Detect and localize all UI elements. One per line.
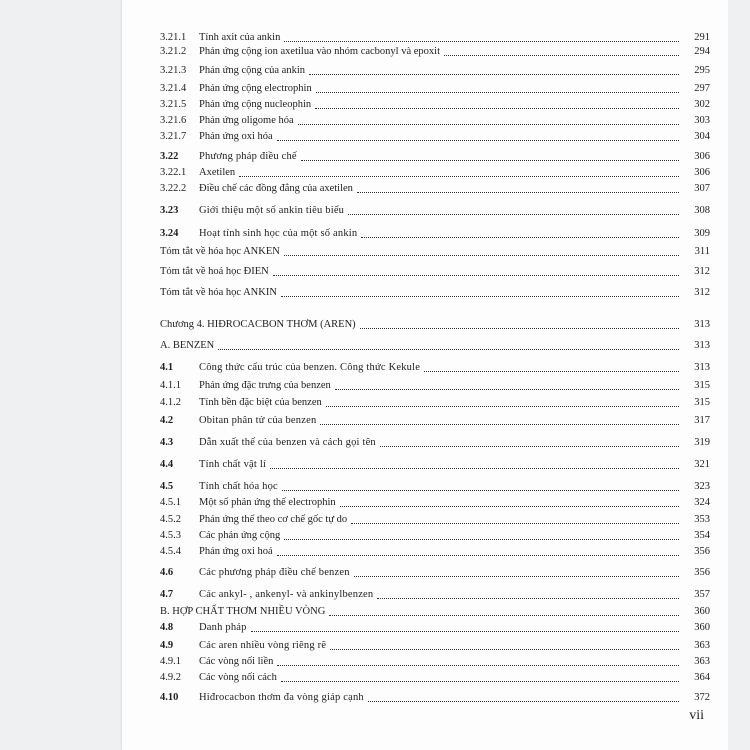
toc-entry-title: Phản ứng cộng electrophin: [199, 83, 312, 94]
toc-entry-number: 3.21.6: [160, 115, 187, 126]
toc-entry-page-number: 312: [694, 266, 710, 277]
toc-entry[interactable]: [122, 228, 728, 240]
toc-entry-number: 4.5.3: [160, 530, 181, 541]
toc-entry-page-number: 323: [694, 481, 710, 492]
toc-entry-title: Một số phản ứng thế electrophin: [199, 497, 336, 508]
dot-leader: [357, 192, 679, 193]
toc-entry-number: 3.22.2: [160, 183, 187, 194]
toc-entry-number: 3.21.2: [160, 46, 187, 57]
toc-entry[interactable]: [122, 672, 728, 684]
toc-entry-number: 4.7: [160, 589, 174, 600]
dot-leader: [329, 615, 679, 616]
toc-entry-title: Phản ứng đặc trưng của benzen: [199, 380, 331, 391]
dot-leader: [239, 176, 679, 177]
toc-entry-number: 4.3: [160, 437, 174, 448]
toc-entry[interactable]: [122, 622, 728, 634]
toc-entry-number: 4.6: [160, 567, 174, 578]
toc-entry-number: 4.1.1: [160, 380, 181, 391]
dot-leader: [380, 446, 679, 447]
toc-entry[interactable]: [122, 692, 728, 704]
toc-entry[interactable]: [122, 589, 728, 601]
dot-leader: [277, 555, 679, 556]
toc-entry-page-number: 364: [694, 672, 710, 683]
toc-entry-page-number: 321: [694, 459, 710, 470]
toc-entry-title: Phản ứng oxi hóa: [199, 131, 273, 142]
toc-entry-page-number: 294: [694, 46, 710, 57]
toc-entry-number: 4.9: [160, 640, 174, 651]
toc-entry-title: Axetilen: [199, 167, 236, 178]
toc-entry[interactable]: [122, 437, 728, 449]
dot-leader: [444, 55, 679, 56]
dot-leader: [277, 665, 679, 666]
toc-entry[interactable]: [122, 481, 728, 493]
toc-entry-page-number: 363: [694, 656, 710, 667]
toc-entry-page-number: 309: [694, 228, 710, 239]
toc-entry[interactable]: [122, 151, 728, 163]
toc-entry-title: Hoạt tính sinh học của một số ankin: [199, 228, 358, 239]
toc-entry-page-number: 291: [694, 32, 710, 43]
toc-entry[interactable]: [122, 205, 728, 217]
toc-entry-title: B. HỢP CHẤT THƠM NHIỀU VÒNG: [160, 606, 326, 617]
toc-entry[interactable]: [122, 640, 728, 652]
toc-entry[interactable]: [122, 319, 728, 331]
toc-entry-page-number: 303: [694, 115, 710, 126]
toc-entry-page-number: 317: [694, 415, 710, 426]
toc-entry-number: 4.2: [160, 415, 174, 426]
toc-entry-number: 3.21.4: [160, 83, 187, 94]
toc-entry-title: Tóm tắt về hóa học ANKEN: [160, 246, 280, 257]
toc-entry-title: Phản ứng oxi hoá: [199, 546, 273, 557]
toc-entry-page-number: 313: [694, 340, 710, 351]
toc-entry-title: Danh pháp: [199, 622, 247, 633]
toc-entry-title: Tóm tắt về hóa học ANKIN: [160, 287, 277, 298]
toc-entry-page-number: 308: [694, 205, 710, 216]
toc-entry[interactable]: [122, 459, 728, 471]
toc-entry-page-number: 354: [694, 530, 710, 541]
toc-entry-title: A. BENZEN: [160, 340, 215, 351]
toc-entry-title: Tính bền đặc biệt của benzen: [199, 397, 322, 408]
toc-entry-page-number: 302: [694, 99, 710, 110]
toc-entry-number: 4.4: [160, 459, 174, 470]
toc-entry-number: 4.9.1: [160, 656, 181, 667]
toc-entry-page-number: 360: [694, 606, 710, 617]
toc-entry[interactable]: [122, 167, 728, 179]
toc-entry-page-number: 306: [694, 151, 710, 162]
book-page: [122, 0, 728, 750]
dot-leader: [218, 349, 679, 350]
toc-entry-page-number: 313: [694, 362, 710, 373]
toc-entry-page-number: 315: [694, 397, 710, 408]
toc-entry-page-number: 304: [694, 131, 710, 142]
toc-entry-title: Các vòng nối liền: [199, 656, 274, 667]
toc-entry-page-number: 313: [694, 319, 710, 330]
toc-entry-page-number: 311: [694, 246, 710, 257]
toc-entry-title: Các aren nhiều vòng riêng rẽ: [199, 640, 327, 651]
dot-leader: [281, 296, 679, 297]
toc-entry[interactable]: [122, 115, 728, 127]
toc-entry-number: 4.1: [160, 362, 174, 373]
dot-leader: [351, 523, 679, 524]
toc-entry-title: Obitan phân tử của benzen: [199, 415, 317, 426]
toc-entry-number: 4.10: [160, 692, 179, 703]
dot-leader: [320, 424, 679, 425]
toc-entry-title: Tính axit của ankin: [199, 32, 281, 43]
dot-leader: [340, 506, 679, 507]
dot-leader: [284, 539, 679, 540]
dot-leader: [251, 631, 679, 632]
dot-leader: [284, 41, 679, 42]
toc-entry[interactable]: [122, 530, 728, 542]
toc-entry[interactable]: [122, 362, 728, 374]
dot-leader: [315, 108, 679, 109]
toc-entry-number: 4.5.4: [160, 546, 181, 557]
dot-leader: [281, 681, 679, 682]
toc-entry-number: 4.5.1: [160, 497, 181, 508]
toc-entry-title: Giới thiệu một số ankin tiêu biểu: [199, 205, 345, 216]
toc-entry-number: 3.21.1: [160, 32, 187, 43]
toc-entry[interactable]: [122, 99, 728, 111]
dot-leader: [273, 275, 679, 276]
toc-entry-page-number: 357: [694, 589, 710, 600]
toc-entry-title: Phản ứng cộng nucleophin: [199, 99, 312, 110]
dot-leader: [361, 237, 679, 238]
toc-entry-title: Các ankyl- , ankenyl- và ankinylbenzen: [199, 589, 374, 600]
toc-entry-page-number: 319: [694, 437, 710, 448]
dot-leader: [330, 649, 679, 650]
toc-entry[interactable]: [122, 415, 728, 427]
toc-entry[interactable]: [122, 546, 728, 558]
toc-entry-page-number: 307: [694, 183, 710, 194]
toc-entry-title: Phản ứng thế theo cơ chế gốc tự do: [199, 514, 348, 525]
toc-entry-number: 3.21.7: [160, 131, 187, 142]
dot-leader: [270, 468, 679, 469]
toc-entry-number: 3.22.1: [160, 167, 187, 178]
toc-entry-page-number: 363: [694, 640, 710, 651]
dot-leader: [424, 371, 679, 372]
toc-entry-title: Tính chất hóa học: [199, 481, 278, 492]
toc-entry-title: Các vòng nối cách: [199, 672, 277, 683]
dot-leader: [277, 140, 679, 141]
dot-leader: [282, 490, 679, 491]
dot-leader: [316, 92, 679, 93]
toc-entry[interactable]: [122, 567, 728, 579]
dot-leader: [368, 701, 679, 702]
toc-entry[interactable]: [122, 246, 728, 258]
dot-leader: [284, 255, 679, 256]
toc-entry[interactable]: [122, 32, 728, 44]
toc-entry[interactable]: [122, 497, 728, 509]
toc-entry-page-number: 356: [694, 546, 710, 557]
toc-entry-number: 4.1.2: [160, 397, 181, 408]
toc-entry-title: Dẫn xuất thế của benzen và cách gọi tên: [199, 437, 376, 448]
toc-entry-page-number: 306: [694, 167, 710, 178]
dot-leader: [335, 389, 679, 390]
dot-leader: [326, 406, 679, 407]
toc-entry-number: 4.5.2: [160, 514, 181, 525]
toc-entry-title: Phương pháp điều chế: [199, 151, 297, 162]
toc-entry[interactable]: [122, 380, 728, 392]
toc-entry[interactable]: [122, 183, 728, 195]
table-of-contents: [122, 0, 728, 750]
toc-entry[interactable]: [122, 656, 728, 668]
dot-leader: [354, 576, 679, 577]
toc-entry[interactable]: [122, 514, 728, 526]
toc-entry[interactable]: [122, 65, 728, 77]
toc-entry[interactable]: [122, 397, 728, 409]
toc-entry-number: 3.21.5: [160, 99, 187, 110]
toc-entry-title: Tính chất vật lí: [199, 459, 267, 470]
toc-entry-number: 4.9.2: [160, 672, 181, 683]
toc-entry-page-number: 324: [694, 497, 710, 508]
toc-entry-number: 4.5: [160, 481, 174, 492]
dot-leader: [298, 124, 679, 125]
toc-entry-page-number: 356: [694, 567, 710, 578]
dot-leader: [377, 598, 679, 599]
toc-entry[interactable]: [122, 266, 728, 278]
dot-leader: [360, 328, 679, 329]
page-number-footer: vii: [689, 708, 704, 723]
toc-entry-title: Phản ứng cộng của ankin: [199, 65, 305, 76]
toc-entry[interactable]: [122, 131, 728, 143]
toc-entry-page-number: 297: [694, 83, 710, 94]
toc-entry-page-number: 360: [694, 622, 710, 633]
toc-entry-title: Tóm tắt về hoá học ĐIEN: [160, 266, 269, 277]
dot-leader: [309, 74, 679, 75]
toc-entry-title: Hiđrocacbon thơm đa vòng giáp cạnh: [199, 692, 364, 703]
toc-entry-number: 3.21.3: [160, 65, 187, 76]
toc-entry-number: 3.23: [160, 205, 179, 216]
toc-entry-title: Điều chế các đồng đẳng của axetilen: [199, 183, 353, 194]
dot-leader: [348, 214, 679, 215]
toc-entry-page-number: 312: [694, 287, 710, 298]
toc-entry-number: 3.24: [160, 228, 179, 239]
toc-entry-number: 3.22: [160, 151, 179, 162]
toc-entry-page-number: 372: [694, 692, 710, 703]
toc-entry[interactable]: [122, 83, 728, 95]
toc-entry-title: Phản ứng oligome hóa: [199, 115, 294, 126]
toc-entry-page-number: 353: [694, 514, 710, 525]
toc-entry[interactable]: [122, 287, 728, 299]
toc-entry-number: 4.8: [160, 622, 174, 633]
dot-leader: [301, 160, 679, 161]
toc-entry-page-number: 315: [694, 380, 710, 391]
toc-entry[interactable]: [122, 340, 728, 352]
toc-entry-page-number: 295: [694, 65, 710, 76]
toc-entry[interactable]: [122, 606, 728, 618]
toc-entry-title: Các phương pháp điều chế benzen: [199, 567, 350, 578]
toc-entry-title: Chương 4. HIĐROCACBON THƠM (AREN): [160, 319, 356, 330]
toc-entry[interactable]: [122, 46, 728, 58]
toc-entry-title: Công thức cấu trúc của benzen. Công thức Kekule: [199, 362, 421, 373]
toc-entry-title: Các phản ứng cộng: [199, 530, 281, 541]
toc-entry-title: Phản ứng cộng ion axetilua vào nhóm cacbonyl và epoxit: [199, 46, 441, 57]
